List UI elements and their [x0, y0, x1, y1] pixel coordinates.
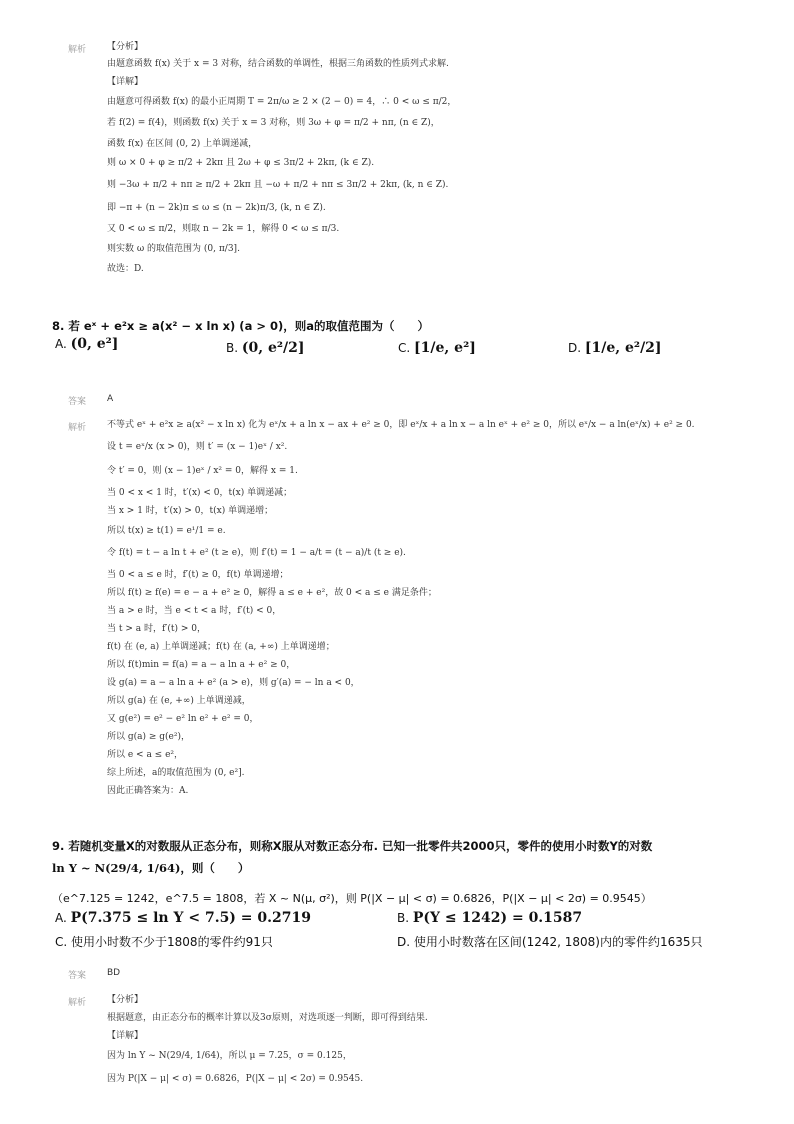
q8-line: 所以 g(a) ≥ g(e²)， — [107, 732, 190, 742]
answer-label: 答案 — [68, 971, 87, 981]
q8-line: 所以 g(a) 在 (e, +∞) 上单调递减， — [107, 696, 251, 706]
sec1-line: 则 −3ω + π/2 + nπ ≥ π/2 + 2kπ 且 −ω + π/2 + nπ ≤ 3π/2 + 2kπ, (k, n ∈ Z). — [107, 180, 449, 190]
q8-line: 因此正确答案为：A. — [107, 786, 189, 796]
sec1-line: 【详解】 — [107, 77, 144, 87]
sec1-line: 函数 f(x) 在区间 (0, 2) 上单调递减， — [107, 139, 258, 149]
analysis-label: 解析 — [68, 998, 87, 1008]
q8-line: 当 a > e 时，当 e < t < a 时，f′(t) < 0， — [107, 606, 282, 616]
option-value: (0, e²/2] — [241, 340, 305, 356]
q8-line: f(t) 在 (e, a) 上单调递减；f(t) 在 (a, +∞) 上单调递增； — [107, 642, 335, 652]
q8-line: 综上所述，a的取值范围为 (0, e²]. — [107, 768, 245, 778]
option-label: D. — [568, 341, 582, 355]
q9-line: 根据题意，由正态分布的概率计算以及3σ原则，对选项逐一判断，即可得到结果. — [107, 1013, 428, 1023]
q8-stem: 8. 若 eˣ + e²x ≥ a(x² − x ln x) (a > 0)，则a的取值范围为（ ） — [52, 319, 429, 333]
q8-option-b[interactable] — [226, 340, 305, 356]
q8-option-c[interactable] — [398, 340, 476, 356]
q8-line: 当 0 < x < 1 时，t′(x) < 0，t(x) 单调递减； — [107, 488, 293, 498]
q8-line: 所以 f(t) ≥ f(e) = e − a + e² ≥ 0，解得 a ≤ e + e²，故 0 < a ≤ e 满足条件； — [107, 588, 437, 598]
q9-answer: BD — [107, 968, 121, 978]
sec1-line: 若 f(2) = f(4)，则函数 f(x) 关于 x = 3 对称，则 3ω + φ = π/2 + nπ, (n ∈ Z)， — [107, 118, 440, 128]
sec1-line: 则 ω × 0 + φ ≥ π/2 + 2kπ 且 2ω + φ ≤ 3π/2 + 2kπ, (k ∈ Z). — [107, 158, 375, 168]
q9-line: 因为 P(|X − μ| < σ) = 0.6826，P(|X − μ| < 2σ) = 0.9545. — [107, 1074, 364, 1084]
option-label: A. — [55, 337, 67, 351]
q9-stem-line2: ln Y ~ N(29/4, 1/64)，则（ ） — [52, 861, 250, 875]
sec1-line: 由题意函数 f(x) 关于 x = 3 对称，结合函数的单调性，根据三角函数的性质列式求解. — [107, 59, 449, 69]
answer-label: 答案 — [68, 397, 87, 407]
q8-option-a[interactable] — [55, 336, 118, 352]
q8-option-d[interactable] — [568, 340, 662, 356]
q9-option-b[interactable] — [397, 910, 582, 926]
q8-line: 当 t > a 时，f′(t) > 0， — [107, 624, 206, 634]
sec1-line: 即 −π + (n − 2k)π ≤ ω ≤ (n − 2k)π/3, (k, n ∈ Z). — [107, 203, 326, 213]
q8-line: 所以 f(t)min = f(a) = a − a ln a + e² ≥ 0， — [107, 660, 296, 670]
q8-line: 所以 t(x) ≥ t(1) = e¹/1 = e. — [107, 526, 226, 536]
q9-stem-line3: （e^7.125 = 1242，e^7.5 = 1808，若 X ~ N(μ, σ²)，则 P(|X − μ| < σ) = 0.6826，P(|X − μ| < 2σ) = 0.9545） — [52, 892, 652, 905]
option-label: C. — [398, 341, 411, 355]
q9-option-a[interactable] — [55, 910, 311, 926]
option-label: B. — [226, 341, 239, 355]
sec1-line: 则实数 ω 的取值范围为 (0, π/3]. — [107, 244, 240, 254]
option-label: C. — [55, 935, 68, 949]
q8-line: 设 g(a) = a − a ln a + e² (a > e)，则 g′(a) = − ln a < 0， — [107, 678, 360, 688]
sec1-line: 【分析】 — [107, 42, 144, 52]
q9-line: 【分析】 — [107, 995, 144, 1005]
q8-line: 又 g(e²) = e² − e² ln e² + e² = 0， — [107, 714, 259, 724]
q8-line: 令 f(t) = t − a ln t + e² (t ≥ e)，则 f′(t) = 1 − a/t = (t − a)/t (t ≥ e). — [107, 548, 406, 558]
q9-line: 因为 ln Y ~ N(29/4, 1/64)，所以 μ = 7.25，σ = 0.125， — [107, 1051, 352, 1061]
q8-line: 所以 e < a ≤ e²， — [107, 750, 184, 760]
option-value: P(7.375 ≤ ln Y < 7.5) = 0.2719 — [70, 910, 311, 926]
q8-line: 不等式 eˣ + e²x ≥ a(x² − x ln x) 化为 eˣ/x + a ln x − ax + e² ≥ 0，即 eˣ/x + a ln x − a ln eˣ + e² ≥ 0，所以 eˣ/x − a ln(eˣ/x) + e² ≥ 0. — [107, 420, 695, 430]
q9-option-c[interactable] — [55, 933, 273, 950]
q8-line: 设 t = eˣ/x (x > 0)，则 t′ = (x − 1)eˣ / x². — [107, 442, 288, 452]
analysis-label: 解析 — [68, 423, 87, 433]
option-value: 使用小时数落在区间(1242, 1808)内的零件约1635只 — [413, 935, 703, 949]
option-label: D. — [397, 935, 411, 949]
sec1-line: 故选：D. — [107, 264, 144, 274]
option-value: (0, e²] — [70, 336, 119, 352]
q8-line: 当 0 < a ≤ e 时，f′(t) ≥ 0，f(t) 单调递增； — [107, 570, 289, 580]
q8-answer: A — [107, 394, 114, 404]
q9-option-d[interactable] — [397, 933, 703, 950]
q8-line: 当 x > 1 时，t′(x) > 0，t(x) 单调递增； — [107, 506, 274, 516]
option-label: B. — [397, 911, 410, 925]
option-value: [1/e, e²/2] — [584, 340, 662, 356]
option-value: 使用小时数不少于1808的零件约91只 — [71, 935, 273, 949]
option-value: [1/e, e²] — [414, 340, 476, 356]
sec1-line: 由题意可得函数 f(x) 的最小正周期 T = 2π/ω ≥ 2 × (2 − 0) = 4，∴ 0 < ω ≤ π/2， — [107, 97, 457, 107]
option-value: P(Y ≤ 1242) = 0.1587 — [412, 910, 583, 926]
q9-stem-line1: 9. 若随机变量X的对数服从正态分布，则称X服从对数正态分布. 已知一批零件共2000只，零件的使用小时数Y的对数 — [52, 839, 653, 853]
analysis-label: 解析 — [68, 45, 87, 55]
q9-line: 【详解】 — [107, 1031, 144, 1041]
sec1-line: 又 0 < ω ≤ π/2，则取 n − 2k = 1，解得 0 < ω ≤ π/3. — [107, 224, 340, 234]
option-label: A. — [55, 911, 67, 925]
q8-line: 令 t′ = 0，则 (x − 1)eˣ / x² = 0，解得 x = 1. — [107, 466, 298, 476]
